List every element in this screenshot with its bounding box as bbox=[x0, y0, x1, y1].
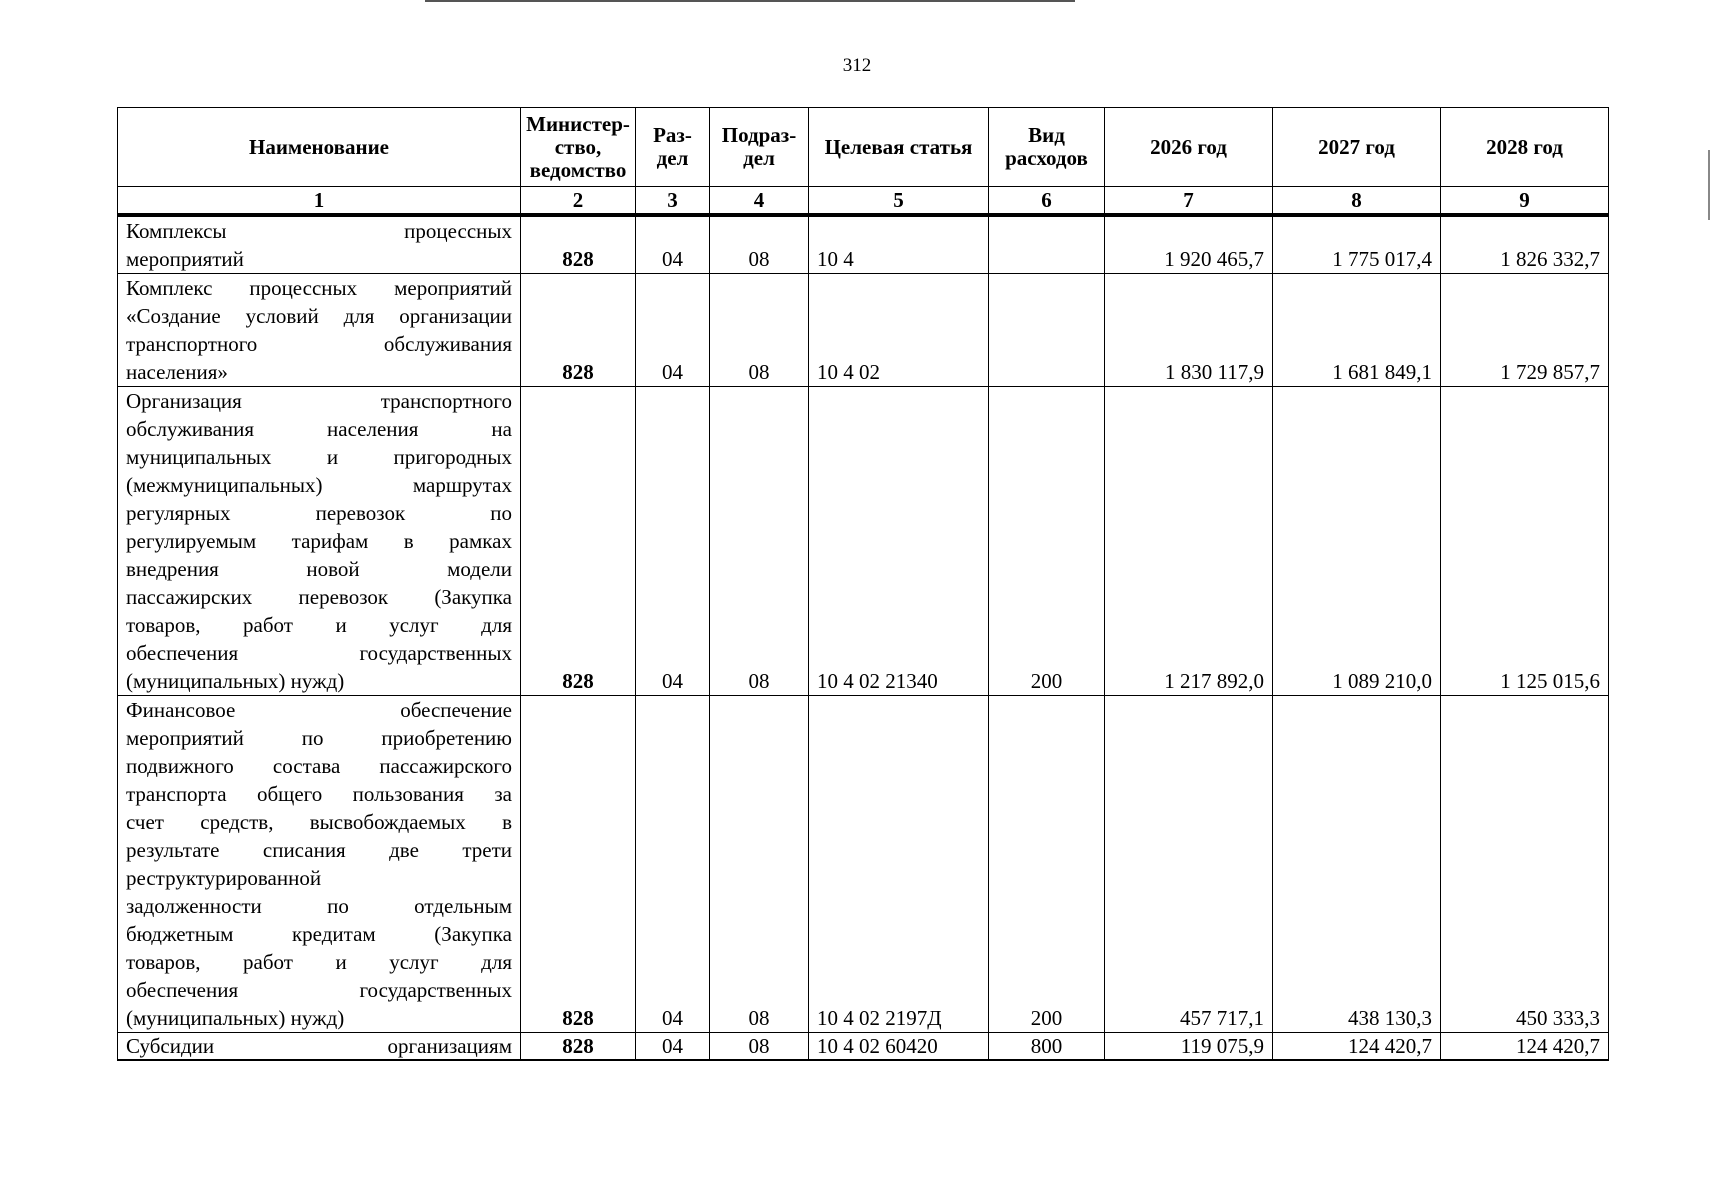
amount-2026: 1 217 892,0 bbox=[1105, 387, 1273, 696]
row-name-line: товаров, работ и услуг для bbox=[126, 613, 512, 637]
column-number: 6 bbox=[989, 187, 1105, 216]
amount-2028: 450 333,3 bbox=[1441, 696, 1609, 1033]
header-year-2026: 2026 год bbox=[1105, 108, 1273, 187]
section-code: 04 bbox=[636, 387, 710, 696]
amount-2027: 124 420,7 bbox=[1273, 1033, 1441, 1061]
ministry-code: 828 bbox=[521, 274, 636, 387]
column-number: 5 bbox=[809, 187, 989, 216]
subsection-code: 08 bbox=[710, 1033, 809, 1061]
row-name bbox=[118, 274, 521, 387]
row-name-line: подвижного состава пассажирского bbox=[126, 754, 512, 778]
column-number: 9 bbox=[1441, 187, 1609, 216]
header-subsection: Подраз-дел bbox=[710, 108, 809, 187]
row-name bbox=[118, 696, 521, 1033]
ministry-code: 828 bbox=[521, 215, 636, 274]
subsection-code: 08 bbox=[710, 696, 809, 1033]
expense-type-code: 200 bbox=[989, 696, 1105, 1033]
table-row bbox=[118, 387, 1609, 696]
row-name bbox=[118, 1033, 521, 1061]
target-article-code: 10 4 02 2197Д bbox=[809, 696, 989, 1033]
table-row bbox=[118, 1033, 1609, 1061]
header-year-2027: 2027 год bbox=[1273, 108, 1441, 187]
table-row bbox=[118, 274, 1609, 387]
amount-2026: 1 920 465,7 bbox=[1105, 215, 1273, 274]
row-name-line: «Создание условий для организации bbox=[126, 304, 512, 328]
target-article-code: 10 4 02 60420 bbox=[809, 1033, 989, 1061]
row-name-line: муниципальных и пригородных bbox=[126, 445, 512, 469]
row-name-line: транспортного обслуживания bbox=[126, 332, 512, 356]
expense-type-code: 200 bbox=[989, 387, 1105, 696]
column-number: 7 bbox=[1105, 187, 1273, 216]
row-name bbox=[118, 387, 521, 696]
row-name-line: регулярных перевозок по bbox=[126, 501, 512, 525]
row-name-line: населения» bbox=[126, 360, 228, 384]
column-number: 2 bbox=[521, 187, 636, 216]
amount-2027: 438 130,3 bbox=[1273, 696, 1441, 1033]
header-row bbox=[118, 108, 1609, 187]
row-name-line: обеспечения государственных bbox=[126, 641, 512, 665]
section-code: 04 bbox=[636, 274, 710, 387]
table-row bbox=[118, 215, 1609, 274]
column-number: 8 bbox=[1273, 187, 1441, 216]
budget-table bbox=[117, 107, 1609, 1061]
amount-2027: 1 775 017,4 bbox=[1273, 215, 1441, 274]
page-number: 312 bbox=[842, 55, 872, 76]
row-name-line: Комплекс процессных мероприятий bbox=[126, 276, 512, 300]
section-code: 04 bbox=[636, 1033, 710, 1061]
row-name-line: обеспечения государственных bbox=[126, 978, 512, 1002]
header-year-2028: 2028 год bbox=[1441, 108, 1609, 187]
target-article-code: 10 4 02 21340 bbox=[809, 387, 989, 696]
header-target-article: Целевая статья bbox=[809, 108, 989, 187]
amount-2026: 457 717,1 bbox=[1105, 696, 1273, 1033]
ministry-code: 828 bbox=[521, 387, 636, 696]
subsection-code: 08 bbox=[710, 274, 809, 387]
column-number-row bbox=[118, 187, 1609, 216]
row-name bbox=[118, 215, 521, 274]
amount-2028: 1 826 332,7 bbox=[1441, 215, 1609, 274]
amount-2028: 1 125 015,6 bbox=[1441, 387, 1609, 696]
target-article-code: 10 4 02 bbox=[809, 274, 989, 387]
row-name-line: мероприятий bbox=[126, 247, 244, 271]
column-number: 3 bbox=[636, 187, 710, 216]
section-code: 04 bbox=[636, 215, 710, 274]
row-name-line: (муниципальных) нужд) bbox=[126, 1006, 345, 1030]
table-row bbox=[118, 696, 1609, 1033]
row-name-line: Организация транспортного bbox=[126, 389, 512, 413]
row-name-line: мероприятий по приобретению bbox=[126, 726, 512, 750]
header-ministry: Министер-ство, ведомство bbox=[521, 108, 636, 187]
column-number: 1 bbox=[118, 187, 521, 216]
row-name-line: обслуживания населения на bbox=[126, 417, 512, 441]
subsection-code: 08 bbox=[710, 215, 809, 274]
ministry-code: 828 bbox=[521, 696, 636, 1033]
amount-2027: 1 089 210,0 bbox=[1273, 387, 1441, 696]
amount-2026: 119 075,9 bbox=[1105, 1033, 1273, 1061]
amount-2028: 1 729 857,7 bbox=[1441, 274, 1609, 387]
row-name-line: товаров, работ и услуг для bbox=[126, 950, 512, 974]
column-number: 4 bbox=[710, 187, 809, 216]
table-body bbox=[118, 215, 1609, 1060]
header-name: Наименование bbox=[118, 108, 521, 187]
row-name-line: (межмуниципальных) маршрутах bbox=[126, 473, 512, 497]
row-name-line: Комплексы процессных bbox=[126, 219, 512, 243]
top-rule bbox=[425, 0, 1075, 2]
subsection-code: 08 bbox=[710, 387, 809, 696]
expense-type-code bbox=[989, 215, 1105, 274]
amount-2026: 1 830 117,9 bbox=[1105, 274, 1273, 387]
row-name-line: пассажирских перевозок (Закупка bbox=[126, 585, 512, 609]
row-name-line: транспорта общего пользования за bbox=[126, 782, 512, 806]
row-name-line: результате списания две трети bbox=[126, 838, 512, 862]
row-name-line: Субсидии организациям bbox=[126, 1034, 512, 1058]
row-name-line: регулируемым тарифам в рамках bbox=[126, 529, 512, 553]
row-name-line: реструктурированной bbox=[126, 866, 322, 890]
row-name-line: бюджетным кредитам (Закупка bbox=[126, 922, 512, 946]
amount-2028: 124 420,7 bbox=[1441, 1033, 1609, 1061]
section-code: 04 bbox=[636, 696, 710, 1033]
row-name-line: задолженности по отдельным bbox=[126, 894, 512, 918]
row-name-line: счет средств, высвобождаемых в bbox=[126, 810, 512, 834]
binding-mark bbox=[1708, 150, 1710, 220]
row-name-line: Финансовое обеспечение bbox=[126, 698, 512, 722]
expense-type-code bbox=[989, 274, 1105, 387]
ministry-code: 828 bbox=[521, 1033, 636, 1061]
amount-2027: 1 681 849,1 bbox=[1273, 274, 1441, 387]
header-expense-type: Вид расходов bbox=[989, 108, 1105, 187]
expense-type-code: 800 bbox=[989, 1033, 1105, 1061]
row-name-line: (муниципальных) нужд) bbox=[126, 669, 345, 693]
header-section: Раз-дел bbox=[636, 108, 710, 187]
target-article-code: 10 4 bbox=[809, 215, 989, 274]
row-name-line: внедрения новой модели bbox=[126, 557, 512, 581]
